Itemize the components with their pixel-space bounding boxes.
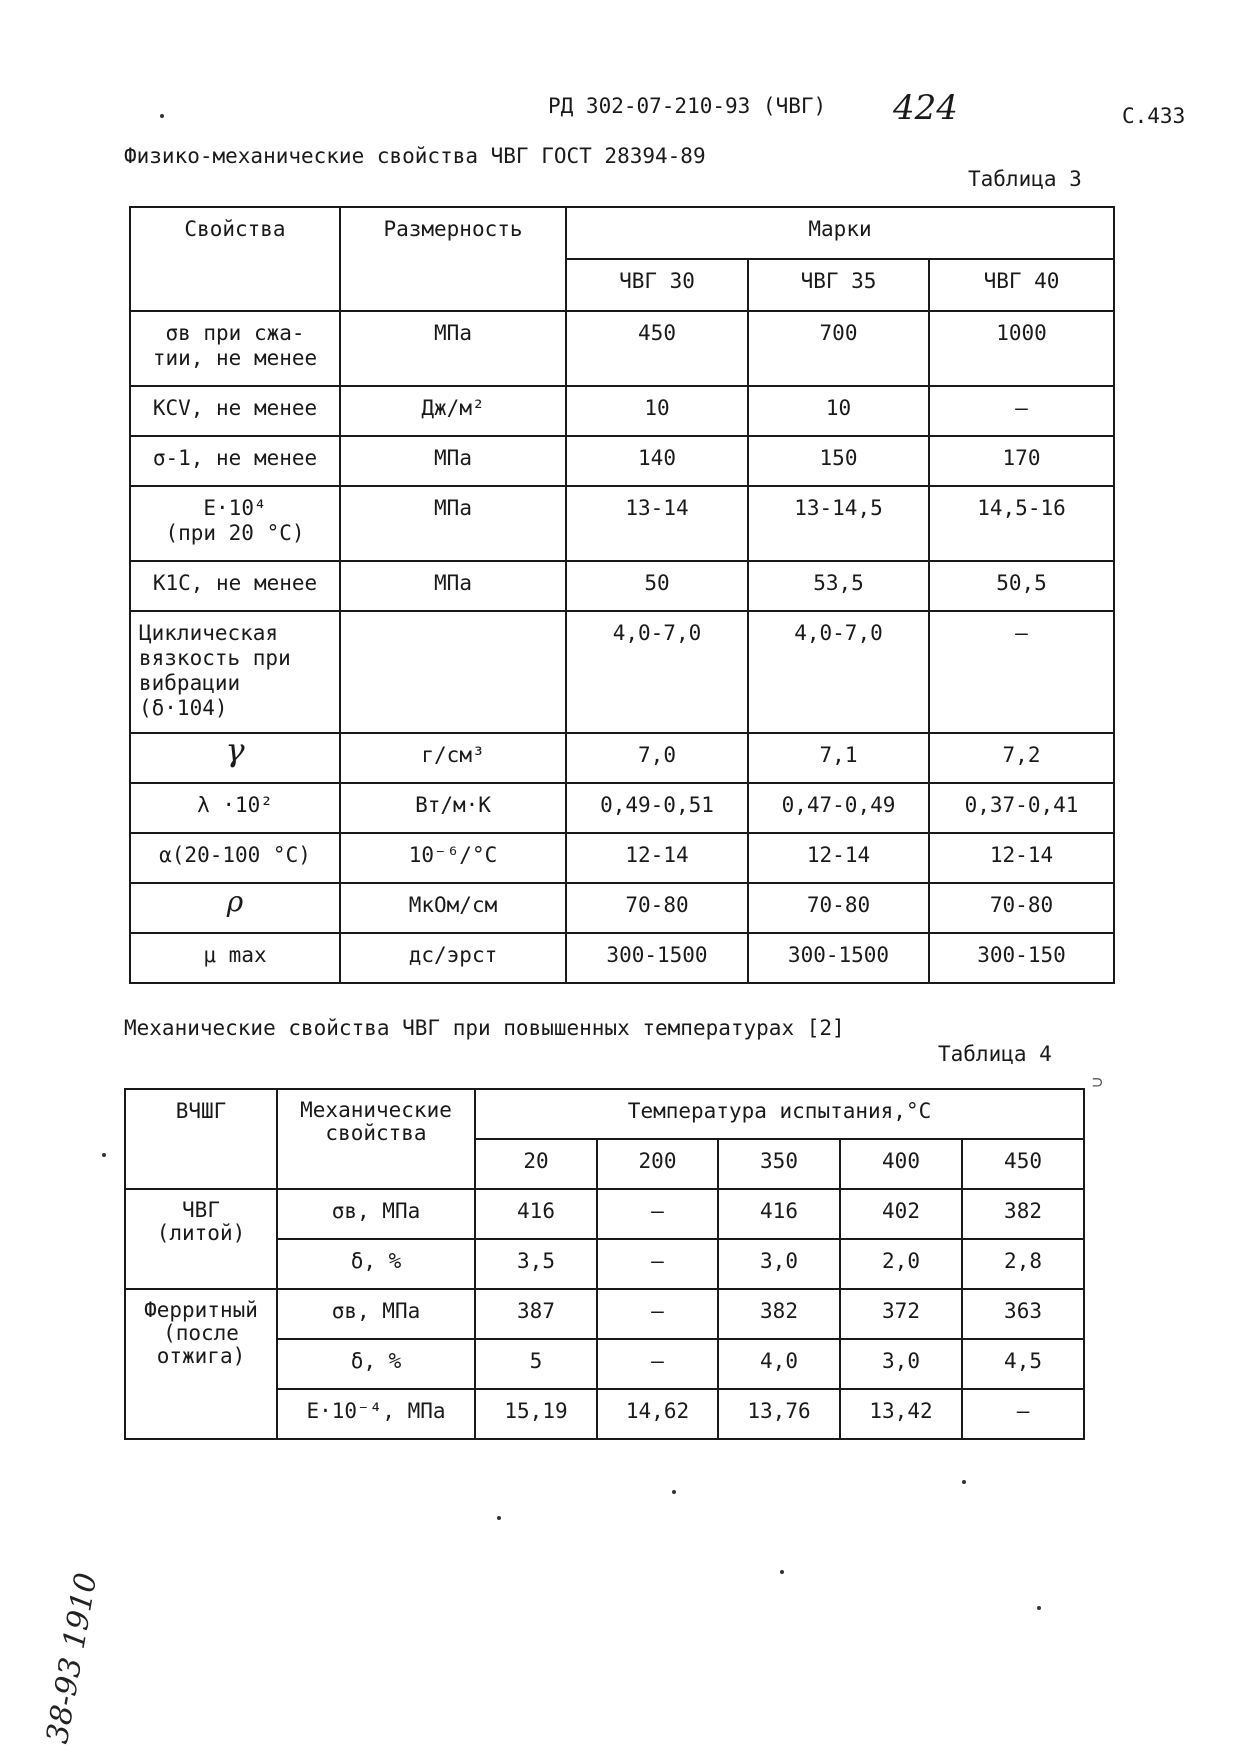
value-cell: 70-80 [566, 883, 748, 933]
dimension-cell: 10⁻⁶/°C [340, 833, 566, 883]
value-cell: 387 [475, 1289, 597, 1339]
value-cell: 10 [748, 386, 929, 436]
value-cell: 14,62 [597, 1389, 718, 1439]
group-cell: Ферритный (после отжига) [125, 1289, 277, 1439]
property-cell: σв, МПа [277, 1289, 475, 1339]
value-cell: 140 [566, 436, 748, 486]
value-cell: 300-150 [929, 933, 1114, 983]
value-cell: 15,19 [475, 1389, 597, 1439]
value-cell: 70-80 [748, 883, 929, 933]
scan-speck [780, 1570, 784, 1574]
document-code: РД 302-07-210-93 (ЧВГ) [548, 94, 827, 118]
scan-speck [160, 114, 164, 118]
value-cell: 5 [475, 1339, 597, 1389]
handwritten-margin-stamp: 38-93 1910 [40, 1570, 105, 1747]
property-cell: γ [130, 733, 340, 783]
value-cell: 4,0 [718, 1339, 840, 1389]
value-cell: 53,5 [748, 561, 929, 611]
value-cell: – [597, 1189, 718, 1239]
value-cell: 13-14 [566, 486, 748, 561]
table-row [130, 561, 1114, 611]
table3-label: Таблица 3 [968, 167, 1082, 191]
value-cell: 12-14 [929, 833, 1114, 883]
scan-speck [672, 1490, 676, 1494]
scan-speck [962, 1480, 966, 1484]
table-row [130, 833, 1114, 883]
scan-speck [497, 1516, 501, 1520]
value-cell: 13,42 [840, 1389, 962, 1439]
table-row [130, 783, 1114, 833]
property-cell: σв, МПа [277, 1189, 475, 1239]
value-cell: 12-14 [748, 833, 929, 883]
header-grade: ЧВГ 35 [748, 259, 929, 311]
value-cell: – [962, 1389, 1084, 1439]
property-cell: K1C, не менее [130, 561, 340, 611]
value-cell: 13,76 [718, 1389, 840, 1439]
value-cell: 50,5 [929, 561, 1114, 611]
header-temp: 20 [475, 1139, 597, 1189]
value-cell: 700 [748, 311, 929, 386]
value-cell: – [597, 1339, 718, 1389]
scan-speck [102, 1153, 106, 1157]
table-row [130, 933, 1114, 983]
value-cell: 1000 [929, 311, 1114, 386]
table-row [130, 436, 1114, 486]
table-row [130, 883, 1114, 933]
header-grades: Марки [566, 207, 1114, 259]
pencil-mark: ⊃ [1092, 1072, 1103, 1093]
property-cell: Циклическая вязкость при вибрации (δ·104) [130, 611, 340, 733]
value-cell: 2,0 [840, 1239, 962, 1289]
value-cell: 170 [929, 436, 1114, 486]
value-cell: 12-14 [566, 833, 748, 883]
table-row [130, 386, 1114, 436]
header-dimension: Размерность [340, 207, 566, 311]
value-cell: 4,0-7,0 [748, 611, 929, 733]
header-temp: 450 [962, 1139, 1084, 1189]
dimension-cell: Дж/м² [340, 386, 566, 436]
page-number: С.433 [1122, 104, 1186, 128]
value-cell: 300-1500 [748, 933, 929, 983]
header-grade: ЧВГ 40 [929, 259, 1114, 311]
value-cell: 50 [566, 561, 748, 611]
table-row [130, 486, 1114, 561]
dimension-cell: МПа [340, 436, 566, 486]
value-cell: 7,2 [929, 733, 1114, 783]
value-cell: 10 [566, 386, 748, 436]
table-row [125, 1189, 1084, 1239]
property-cell: ρ [130, 883, 340, 933]
table4-label: Таблица 4 [938, 1042, 1052, 1066]
properties-table [129, 206, 1115, 984]
property-cell: E·10⁻⁴, МПа [277, 1389, 475, 1439]
scan-speck [1037, 1606, 1041, 1610]
header-temperature: Температура испытания,°C [475, 1089, 1084, 1139]
property-cell: α(20-100 °C) [130, 833, 340, 883]
value-cell: 372 [840, 1289, 962, 1339]
property-cell: μ max [130, 933, 340, 983]
property-cell: δ, % [277, 1339, 475, 1389]
value-cell: 300-1500 [566, 933, 748, 983]
value-cell: 13-14,5 [748, 486, 929, 561]
value-cell: 382 [718, 1289, 840, 1339]
value-cell: 2,8 [962, 1239, 1084, 1289]
value-cell: 363 [962, 1289, 1084, 1339]
value-cell: 0,47-0,49 [748, 783, 929, 833]
high-temperature-table [124, 1088, 1085, 1440]
header-temp: 350 [718, 1139, 840, 1189]
value-cell: – [597, 1289, 718, 1339]
header-temp: 400 [840, 1139, 962, 1189]
dimension-cell: дс/эрст [340, 933, 566, 983]
property-cell: σв при сжа- тии, не менее [130, 311, 340, 386]
value-cell: – [597, 1239, 718, 1289]
value-cell: 450 [566, 311, 748, 386]
value-cell: 0,37-0,41 [929, 783, 1114, 833]
header-properties: Механические свойства [277, 1089, 475, 1189]
table-row [130, 611, 1114, 733]
value-cell: 3,0 [718, 1239, 840, 1289]
value-cell: 150 [748, 436, 929, 486]
table3-title: Физико-механические свойства ЧВГ ГОСТ 28394-89 [124, 144, 706, 168]
property-cell: δ, % [277, 1239, 475, 1289]
value-cell: 3,5 [475, 1239, 597, 1289]
table-row [130, 311, 1114, 386]
dimension-cell: МПа [340, 311, 566, 386]
value-cell: 3,0 [840, 1339, 962, 1389]
header-properties: Свойства [130, 207, 340, 311]
property-cell: σ-1, не менее [130, 436, 340, 486]
dimension-cell: МПа [340, 486, 566, 561]
dimension-cell: Вт/м·К [340, 783, 566, 833]
header-grade: ЧВГ 30 [566, 259, 748, 311]
property-cell: E·10⁴ (при 20 °C) [130, 486, 340, 561]
value-cell: 382 [962, 1189, 1084, 1239]
value-cell: 7,0 [566, 733, 748, 783]
header-temp: 200 [597, 1139, 718, 1189]
property-cell: λ ·10² [130, 783, 340, 833]
value-cell: 7,1 [748, 733, 929, 783]
handwritten-page-mark: 424 [893, 88, 958, 128]
value-cell: – [929, 611, 1114, 733]
value-cell: 4,5 [962, 1339, 1084, 1389]
value-cell: 416 [718, 1189, 840, 1239]
value-cell: 402 [840, 1189, 962, 1239]
value-cell: 14,5-16 [929, 486, 1114, 561]
table4-title: Механические свойства ЧВГ при повышенных температурах [2] [124, 1016, 845, 1040]
value-cell: 416 [475, 1189, 597, 1239]
dimension-cell: МкОм/см [340, 883, 566, 933]
value-cell: – [929, 386, 1114, 436]
group-cell: ЧВГ (литой) [125, 1189, 277, 1289]
dimension-cell: МПа [340, 561, 566, 611]
value-cell: 0,49-0,51 [566, 783, 748, 833]
property-cell: KCV, не менее [130, 386, 340, 436]
table-row [125, 1289, 1084, 1339]
value-cell: 70-80 [929, 883, 1114, 933]
dimension-cell [340, 611, 566, 733]
dimension-cell: г/см³ [340, 733, 566, 783]
table-row [130, 733, 1114, 783]
value-cell: 4,0-7,0 [566, 611, 748, 733]
header-iron: ВЧШГ [125, 1089, 277, 1189]
